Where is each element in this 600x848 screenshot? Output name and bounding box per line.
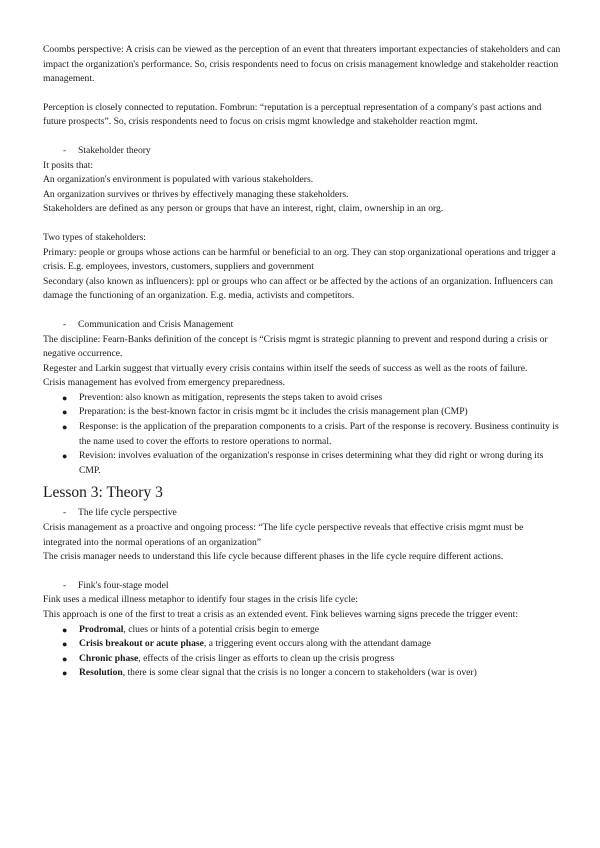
bullet-icon: ● [62,451,68,462]
dash-marker: - [63,507,67,519]
section-heading: Communication and Crisis Management [78,318,234,330]
fink-stages-list [43,623,561,681]
section-heading: The life cycle perspective [78,507,177,519]
bullet-icon: ● [62,392,68,403]
list-item [43,623,561,638]
text-line: An organization survives or thrives by effectively managing these stakeholders. [43,188,349,200]
stage-term: Chronic phase [79,652,139,664]
text-line: Crisis management has evolved from emergency preparedness. [43,377,285,389]
bullet-icon: ● [62,653,68,664]
secondary-stakeholders: Secondary (also known as influencers): ppl or groups who can affect or be affected by the actions of an organization. Influencers can damage the functioning of an organization. E.g. media, activists and competitors. [43,275,553,302]
section-heading: Fink's four-stage model [78,579,169,591]
text-line: It posits that: [43,159,94,171]
finks-model-heading [43,579,561,594]
primary-stakeholders: Primary: people or groups whose actions can be harmful or beneficial to an org. They can stop organizational operations and trigger a crisis. E.g. employees, investors, customers, suppliers and government [43,246,556,273]
bullet-icon: ● [62,639,68,650]
stakeholder-theory-heading [43,144,561,159]
stage-description: , effects of the crisis linger as efforts to clean up the crisis progress [138,652,395,664]
list-item [43,391,561,406]
two-types-heading: Two types of stakeholders: [43,231,146,243]
bullet-icon: ● [62,624,68,635]
text-line: The discipline: Fearn-Banks definition of the concept is “Crisis mgmt is strategic planning to prevent and respond during a crisis or negative occurrence. [43,333,548,360]
text-line: The crisis manager needs to understand this life cycle because different phases in the life cycle require different actions. [43,551,504,563]
list-item [43,449,561,478]
comm-crisis-heading [43,318,561,333]
bullet-icon: ● [62,422,68,433]
dash-marker: - [63,144,67,156]
bullet-icon: ● [62,407,68,418]
list-item [43,652,561,667]
life-cycle-heading [43,506,561,521]
text-line: An organization's environment is populated with various stakeholders. [43,174,314,186]
list-item [43,637,561,652]
crisis-phases-list [43,391,561,479]
text-line: Crisis management as a proactive and ongoing process: “The life cycle perspective reveals that effective crisis mgmt must be integrated into the normal operations of an organization” [43,522,524,548]
list-item [43,666,561,681]
text-line: Stakeholders are defined as any person or groups that have an interest, right, claim, ownership in an org. [43,203,444,215]
list-item-text: Response: is the application of the preparation components to a crisis. Part of the response is recovery. Business continuity is the name used to cover the efforts to restore operations to normal. [79,421,559,447]
bullet-icon: ● [62,668,68,679]
document-body [43,43,561,681]
stage-term: Prodromal [79,623,124,635]
dash-marker: - [63,318,67,330]
list-item-text: Prevention: also known as mitigation, represents the steps taken to avoid crises [79,391,383,403]
text-line: Fink uses a medical illness metaphor to identify four stages in the crisis life cycle: [43,594,358,606]
list-item-text: Preparation: is the best-known factor in crisis mgmt bc it includes the crisis management plan (CMP) [79,406,468,418]
stage-term: Crisis breakout or acute phase [79,638,204,650]
coombs-paragraph: Coombs perspective: A crisis can be viewed as the perception of an event that threaters important expectancies of stakeholders and can impact the organization's performance. So, crisis respondents need to focus on crisis management knowledge and stakeholder reaction management. [43,44,561,85]
perception-paragraph: Perception is closely connected to reputation. Fombrun: “reputation is a perceptual representation of a company's past actions and future prospects”. So, crisis respondents need to focus on crisis mgmt knowledge and stakeholder reaction mgmt. [43,101,542,128]
list-item [43,420,561,449]
stage-term: Resolution [79,667,123,679]
stage-description: , a triggering event occurs along with the attendant damage [203,638,431,650]
dash-marker: - [63,579,67,591]
lesson-title: Lesson 3: Theory 3 [43,484,163,502]
list-item-text: Revision: involves evaluation of the organization's response in crises determining what they did right or wrong during its CMP. [79,450,544,476]
text-line: This approach is one of the first to treat a crisis as an extended event. Fink believes warning signs precede the trigger event: [43,609,519,620]
section-heading: Stakeholder theory [78,144,151,156]
stage-description: , clues or hints of a potential crisis begin to emerge [123,623,320,635]
text-line: Regester and Larkin suggest that virtually every crisis contains within itself the seeds of success as well as the roots of failure. [43,362,528,374]
stage-description: , there is some clear signal that the crisis is no longer a concern to stakeholders (war is over) [122,667,477,679]
list-item [43,405,561,420]
